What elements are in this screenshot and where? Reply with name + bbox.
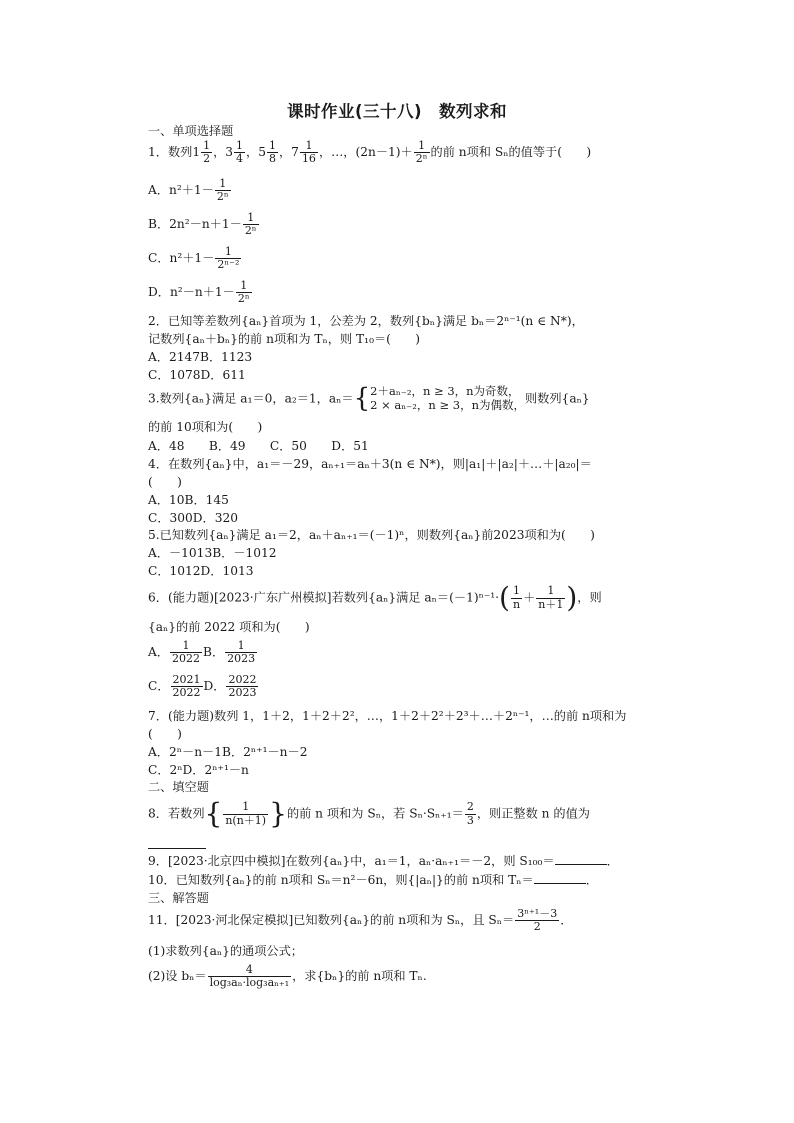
piecewise-cases: 2＋aₙ₋₂，n ≥ 3，n为奇数， 2 × aₙ₋₂，n ≥ 3，n为偶数， — [370, 384, 525, 413]
fraction: $\frac{4}{\text{log₃aₙ·log₃aₙ₊₁}}$ — [209, 963, 290, 990]
question-3-options: A．48 B．49 C．50 D．51 — [148, 439, 369, 453]
question-3-stem: 3.数列{aₙ}满足 a₁＝0，a₂＝1，aₙ＝{ 2＋aₙ₋₂，n ≥ 3，n为奇数， 2 × aₙ₋₂，n ≥ 3，n为偶数， 则数列{aₙ} — [148, 383, 590, 414]
section-heading-3: 三、解答题 — [148, 891, 209, 905]
fraction: $\frac{1}{16}$ — [301, 139, 316, 166]
left-brace: { — [353, 383, 371, 414]
fraction: $\frac{1}{n}$ — [512, 584, 521, 611]
question-5-line-1: 5.已知数列{aₙ}满足 a₁＝2，aₙ＋aₙ₊₁＝(－1)ⁿ，则数列{aₙ}前2023项和为( ) — [148, 528, 595, 542]
fraction: $\frac{1}{2022}$ — [172, 639, 200, 666]
section-heading-1: 一、单项选择题 — [148, 124, 234, 138]
fraction: $\frac{1}{\text{2ⁿ}}$ — [237, 279, 250, 306]
answer-blank[interactable] — [534, 873, 586, 884]
answer-blank[interactable] — [555, 854, 607, 865]
question-2-line-1: 2．已知等差数列{aₙ}首项为 1，公差为 2，数列{bₙ}满足 bₙ＝2ⁿ⁻¹(n ∈ N*)， — [148, 314, 584, 328]
fraction: $\frac{1}{8}$ — [268, 139, 276, 166]
question-2-line-2: 记数列{aₙ＋bₙ}的前 n项和为 Tₙ，则 T₁₀＝( ) — [148, 332, 421, 346]
question-1-stem: 1．数列1 $\frac{1}{2}$ ，3 $\frac{1}{4}$ ，5 $\frac{1}{8}$ ，7 $\frac{1}{16}$ ，…，(2n－1)＋ $\frac{1}{\text{2ⁿ}}$ 的前 n项和 Sₙ的值等于( ) — [148, 139, 592, 166]
fraction: $\frac{2}{3}$ — [466, 800, 474, 827]
page-title: 课时作业(三十八) 数列求和 — [286, 102, 508, 121]
question-6-options-cd: C． $\frac{2021}{2022}$ D． $\frac{2022}{2023}$ — [148, 673, 257, 700]
question-2-options-ab: A．2147B．1123 — [148, 350, 253, 364]
question-11-part-1: (1)求数列{aₙ}的通项公式； — [148, 944, 303, 958]
fraction: $\frac{\text{3ⁿ⁺¹－3}}{2}$ — [517, 907, 558, 934]
question-4-options-cd: C．300D．320 — [148, 511, 238, 525]
fraction: $\frac{1}{\text{2ⁿ}}$ — [216, 177, 229, 204]
question-6-line-2: {aₙ}的前 2022 项和为( ) — [148, 620, 310, 634]
question-1-option-d: D．n²－n＋1－ $\frac{1}{\text{2ⁿ}}$ — [148, 279, 250, 306]
fraction: $\frac{1}{4}$ — [236, 139, 244, 166]
question-1-option-c: C．n²＋1－ $\frac{1}{\text{2ⁿ⁻²}}$ — [148, 245, 240, 272]
question-9: 9．[2023·北京四中模拟]在数列{aₙ}中，a₁＝1，aₙ·aₙ₊₁＝－2，则 S₁₀₀＝ ． — [148, 854, 619, 868]
fraction: $\frac{1}{\text{2ⁿ}}$ — [415, 139, 428, 166]
fraction: $\frac{1}{2}$ — [203, 139, 211, 166]
question-8-answer-blank[interactable] — [148, 838, 206, 852]
question-11-stem: 11．[2023·河北保定模拟]已知数列{aₙ}的前 n项和为 Sₙ，且 Sₙ＝ $\frac{\text{3ⁿ⁺¹－3}}{2}$ ． — [148, 907, 573, 934]
fraction: $\frac{2022}{2023}$ — [228, 673, 257, 700]
fraction: $\frac{1}{\text{2ⁿ}}$ — [244, 211, 257, 238]
question-4-line-2: ( ) — [148, 475, 182, 489]
question-4-line-1: 4．在数列{aₙ}中，a₁＝－29，aₙ₊₁＝aₙ＋3(n ∈ N*)，则|a₁|＋|a₂|＋…＋|a₂₀|＝ — [148, 457, 592, 471]
question-10: 10．已知数列{aₙ}的前 n项和 Sₙ＝n²－6n，则{|aₙ|}的前 n项和 Tₙ＝ ． — [148, 873, 598, 887]
question-1-option-b: B．2n²－n＋1－ $\frac{1}{\text{2ⁿ}}$ — [148, 211, 257, 238]
fraction: $\frac{1}{n+1}$ — [538, 584, 564, 611]
question-4-options-ab: A．10B．145 — [148, 493, 229, 507]
question-3-line-2: 的前 10项和为( ) — [148, 420, 263, 434]
question-7-options-ab: A．2ⁿ－n－1B．2ⁿ⁺¹－n－2 — [148, 745, 308, 759]
question-7-line-2: ( ) — [148, 727, 182, 741]
question-11-part-2: (2)设 bₙ＝ $\frac{4}{\text{log₃aₙ·log₃aₙ₊₁}}$ ，求{bₙ}的前 n项和 Tₙ. — [148, 963, 427, 990]
question-6-stem: 6．(能力题)[2023·广东广州模拟]若数列{aₙ}满足 aₙ＝(－1)ⁿ⁻¹·( $\frac{1}{n}$ ＋ $\frac{1}{n+1}$ )，则 — [148, 581, 602, 614]
question-7-options-cd: C．2ⁿD．2ⁿ⁺¹－n — [148, 763, 249, 777]
fraction: $\frac{1}{n(n+1)}$ — [225, 800, 267, 827]
question-2-options-cd: C．1078D．611 — [148, 368, 246, 382]
question-7-line-1: 7．(能力题)数列 1，1＋2，1＋2＋2²，…，1＋2＋2²＋2³＋…＋2ⁿ⁻¹，…的前 n项和为 — [148, 709, 627, 723]
question-6-options-ab: A． $\frac{1}{2022}$ B． $\frac{1}{2023}$ — [148, 639, 256, 666]
question-8-stem: 8．若数列{ $\frac{1}{n(n+1)}$ }的前 n 项和为 Sₙ，若 Sₙ·Sₙ₊₁＝ $\frac{2}{3}$ ，则正整数 n 的值为 — [148, 797, 590, 830]
fraction: $\frac{1}{2023}$ — [227, 639, 256, 666]
question-5-options-cd: C．1012D．1013 — [148, 564, 254, 578]
fraction: $\frac{2021}{2022}$ — [172, 673, 201, 700]
section-heading-2: 二、填空题 — [148, 780, 209, 794]
question-1-option-a: A．n²＋1－ $\frac{1}{\text{2ⁿ}}$ — [148, 177, 229, 204]
fraction: $\frac{1}{\text{2ⁿ⁻²}}$ — [217, 245, 240, 272]
question-5-options-ab: A．－1013B．－1012 — [148, 546, 277, 560]
